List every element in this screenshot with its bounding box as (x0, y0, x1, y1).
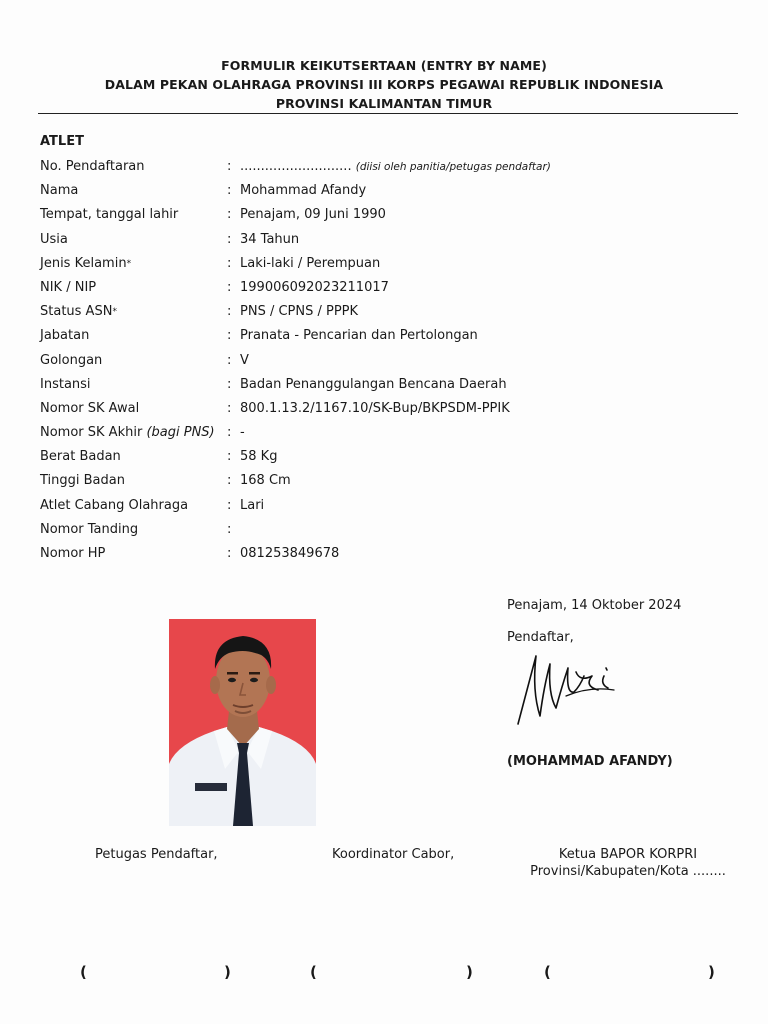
field-label (40, 421, 215, 445)
field-label (40, 252, 131, 276)
dotted-placeholder: ........................... (240, 159, 352, 174)
field-label: Nomor HP (40, 546, 106, 561)
field-colon: : (227, 497, 232, 513)
ketua-open-paren: ( (544, 963, 551, 981)
field-sk-awal (40, 397, 740, 421)
field-sk-akhir (40, 421, 740, 445)
field-colon: : (227, 304, 232, 320)
field-colon: : (227, 183, 232, 199)
field-golongan (40, 349, 740, 373)
athlete-fields (40, 155, 740, 566)
field-colon: : (227, 425, 232, 441)
field-colon: : (227, 279, 232, 295)
field-label: Usia (40, 231, 68, 247)
field-colon: : (227, 376, 232, 392)
field-colon: : (227, 352, 232, 368)
field-label: Berat Badan (40, 449, 121, 465)
field-colon: : (227, 521, 232, 537)
petugas-label: Petugas Pendaftar, (95, 847, 218, 862)
header-title: FORMULIR KEIKUTSERTAAN (ENTRY BY NAME) (221, 58, 547, 73)
field-label: No. Pendaftaran (40, 159, 145, 174)
field-nik (40, 276, 740, 300)
field-value: 800.1.13.2/1167.10/SK-Bup/BKPSDM-PPIK (240, 400, 510, 416)
field-label: Golongan (40, 352, 103, 368)
field-status-asn (40, 300, 740, 324)
field-berat (40, 445, 740, 469)
field-label: Nomor Tanding (40, 521, 139, 537)
header-province: PROVINSI KALIMANTAN TIMUR (275, 96, 493, 111)
field-colon: : (227, 473, 232, 489)
field-value: V (240, 352, 249, 368)
field-cabang (40, 494, 740, 518)
ketua-close-paren: ) (708, 963, 715, 981)
form-header (30, 56, 738, 113)
field-label: NIK / NIP (40, 279, 97, 295)
field-usia (40, 228, 740, 252)
field-no-pendaftaran (40, 155, 740, 179)
field-label-text: Nomor SK Akhir (40, 425, 143, 441)
field-ttl (40, 203, 740, 227)
field-label-text: Status ASN (40, 304, 113, 320)
field-colon: : (227, 449, 232, 465)
field-value: 199006092023211017 (240, 279, 389, 295)
field-value: 58 Kg (240, 449, 278, 465)
handwritten-signature (510, 646, 620, 732)
sign-place-date: Penajam, 14 Oktober 2024 (507, 598, 682, 613)
field-value: 34 Tahun (240, 231, 300, 247)
field-tinggi (40, 469, 740, 493)
field-label: Tinggi Badan (40, 473, 125, 489)
petugas-open-paren: ( (80, 963, 87, 981)
field-value: 081253849678 (240, 546, 340, 561)
field-value: Lari (240, 497, 265, 513)
field-label: Nama (40, 183, 79, 199)
field-colon: : (227, 231, 232, 247)
sign-role: Pendaftar, (507, 630, 574, 645)
field-label: Tempat, tanggal lahir (40, 207, 179, 223)
field-colon: : (227, 546, 232, 561)
field-label-note: (bagi PNS) (146, 425, 215, 441)
asterisk-mark: * (126, 258, 132, 269)
field-label: Jabatan (40, 328, 90, 344)
field-jabatan (40, 324, 740, 348)
field-value: Laki-laki / Perempuan (240, 255, 381, 271)
field-colon: : (227, 207, 232, 223)
applicant-photo (169, 619, 316, 826)
ketua-title: Ketua BAPOR KORPRI (558, 847, 698, 862)
field-value: Penajam, 09 Juni 1990 (240, 207, 386, 223)
sign-name: (MOHAMMAD AFANDY) (507, 754, 673, 769)
field-colon: : (227, 159, 232, 174)
field-hp (40, 542, 740, 566)
ketua-region: Provinsi/Kabupaten/Kota ........ (530, 864, 726, 879)
field-label: Atlet Cabang Olahraga (40, 497, 189, 513)
asterisk-mark: * (112, 307, 117, 318)
field-colon: : (227, 400, 232, 416)
field-label-text: Jenis Kelamin (40, 255, 127, 271)
field-label (40, 300, 117, 324)
field-note: (diisi oleh panitia/petugas pendaftar) (355, 161, 551, 173)
field-value (240, 155, 551, 179)
section-title: ATLET (40, 134, 84, 149)
ketua-label (528, 846, 728, 880)
portrait-illustration (169, 619, 316, 826)
field-value: PNS / CPNS / PPPK (240, 304, 359, 320)
field-value: - (240, 425, 245, 441)
field-value: Pranata - Pencarian dan Pertolongan (240, 328, 478, 344)
header-divider (38, 113, 738, 114)
field-tanding (40, 518, 740, 542)
header-subtitle: DALAM PEKAN OLAHRAGA PROVINSI III KORPS PEGAWAI REPUBLIK INDONESIA (104, 77, 664, 92)
field-nama (40, 179, 740, 203)
field-colon: : (227, 328, 232, 344)
koordinator-close-paren: ) (466, 963, 473, 981)
field-value: 168 Cm (240, 473, 291, 489)
field-value: Badan Penanggulangan Bencana Daerah (240, 376, 507, 392)
field-colon: : (227, 255, 232, 271)
koordinator-label: Koordinator Cabor, (332, 847, 455, 862)
field-label: Instansi (40, 376, 91, 392)
field-instansi (40, 373, 740, 397)
field-value: Mohammad Afandy (240, 183, 367, 199)
petugas-close-paren: ) (224, 963, 231, 981)
field-label: Nomor SK Awal (40, 400, 140, 416)
field-jenis-kelamin (40, 252, 740, 276)
koordinator-open-paren: ( (310, 963, 317, 981)
